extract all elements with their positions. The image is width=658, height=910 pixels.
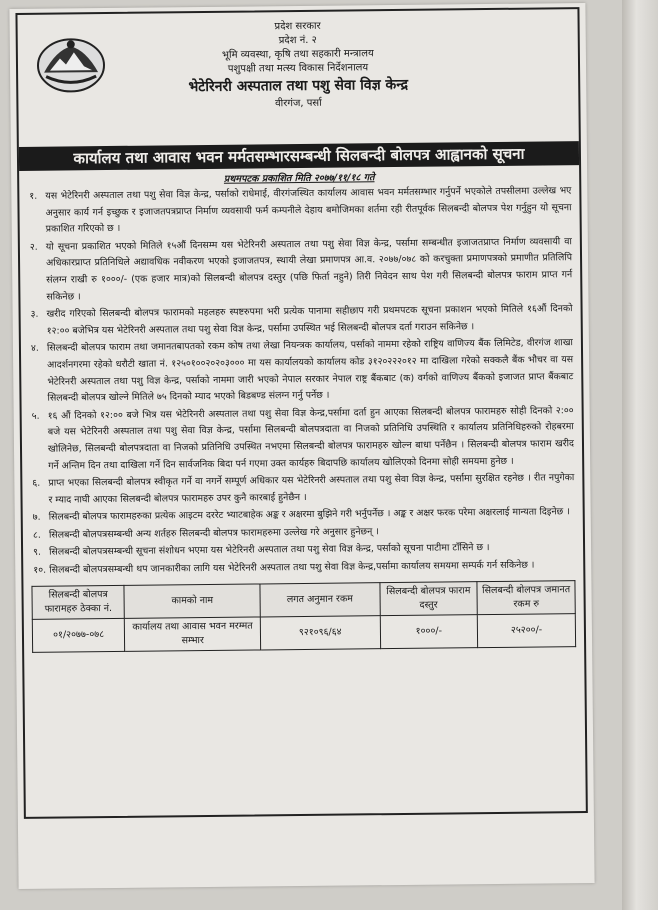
newspaper-notice bbox=[9, 3, 594, 889]
header-line-4: पशुपक्षी तथा मत्स्य विकास निर्देशनालय bbox=[227, 62, 369, 75]
clause-text: प्राप्त भएका सिलबन्दी बोलपत्र स्वीकृत गर्ने वा नगर्ने सम्पूर्ण अधिकार यस भेटेरिनरी अस्पताल तथा पशु सेवा विज्ञ केन्द्र, पर्सामा सुरक्षित रहनेछ । रीत नपुगेका र म्याद नाघी आएका सिलबन्दी बोलपत्र फारामहरु उपर कुनै कारबाई हुनेछैन । bbox=[48, 472, 575, 506]
clause-text: यस भेटेरिनरी अस्पताल तथा पशु सेवा विज्ञ केन्द्र, पर्साको राधेमाई, वीरगंजस्थित कार्यालय आवास भवन मर्मतसम्भार गर्नुपर्ने भएकोले तपसीलमा उल्लेख भए अनुसार कार्य गर्न इच्छुक र इजाजतपत्रप्राप्त निर्माण व्यवसायी फर्म कम्पनीले देहाय बमोजिमका शर्तमा रही रीतपूर्वक सिलबन्दी बोलपत्र पेश गर्नुहुन यो सूचना प्रकाशित गरिएको छ । bbox=[45, 185, 572, 235]
clause-number: ५. bbox=[31, 410, 40, 422]
notice-header bbox=[17, 9, 578, 145]
clause-item bbox=[31, 336, 574, 408]
col-header-contract-no: सिलबन्दी बोलपत्र फारामहरु ठेक्का नं. bbox=[32, 585, 125, 619]
clause-text: सिलबन्दी बोलपत्रसम्बन्धी थप जानकारीका लागि यस भेटेरिनरी अस्पताल तथा पशु सेवा विज्ञ केन्द्र,पर्सामा कार्यालय समयमा सम्पर्क गर्न सकिनेछ । bbox=[49, 559, 535, 576]
clause-number: ६. bbox=[32, 477, 41, 489]
cell-work-name: कार्यालय तथा आवास भवन मरम्मत सम्भार bbox=[125, 617, 261, 651]
clause-number: १. bbox=[29, 190, 38, 202]
notice-title: कार्यालय तथा आवास भवन मर्मतसम्भारसम्बन्धी सिलबन्दी बोलपत्र आह्वानको सूचना bbox=[19, 141, 579, 171]
publication-date: प्रथमपटक प्रकाशित मिति २०७७/११/१८ गते bbox=[223, 172, 375, 185]
clause-text: सिलबन्दी बोलपत्र फाराम तथा जमानतबापतको रकम कोष तथा लेखा नियन्त्रक कार्यालय, पर्साको नाममा रहेको राष्ट्रिय वाणिज्य बैंक लिमिटेड, वीरगंज शाखा आदर्शनगरमा रहेको धरौटी खाता नं. १२५०१००२०२०३००० मा यस कार्यालयको कार्यालय कोड ३१२०२२२०१२ मा दाखिला गरेको सक्कलै बैंक भौचर वा यस भेटेरिनरी अस्पताल तथा पशु विज्ञ केन्द्र, पर्साको नाममा जारी भएको नेपाल सरकार नेपाल राष्ट्र बैंकबाट (क) वर्गको वाणिज्य बैंकको इजाजत प्राप्त बैंकबाट सिलबन्दी बोलपत्र खोल्ने मितिले ७५ दिनको म्याद भएको बिडबण्ड संलग्न गर्नु पर्नेछ । bbox=[46, 337, 574, 404]
cell-cost-estimate: ९२१०९६/६४ bbox=[260, 615, 380, 649]
tender-table bbox=[31, 580, 576, 653]
cell-contract-no: ०१/२०७७-०७८ bbox=[32, 618, 125, 652]
office-name: भेटेरिनरी अस्पताल तथा पशु सेवा विज्ञ केन्द्र bbox=[188, 76, 409, 96]
col-header-cost-estimate: लगत अनुमान रकम bbox=[260, 582, 380, 616]
adjacent-page-edge bbox=[622, 0, 658, 910]
clause-number: १०. bbox=[33, 564, 47, 576]
government-emblem-icon bbox=[36, 36, 107, 95]
office-place: वीरगंज, पर्सा bbox=[275, 97, 322, 110]
clause-item bbox=[32, 403, 575, 475]
col-header-bid-security: सिलबन्दी बोलपत्र जमानत रकम रु bbox=[477, 580, 575, 614]
clause-item bbox=[30, 234, 573, 306]
clause-item bbox=[29, 183, 571, 238]
notice-frame bbox=[15, 7, 587, 819]
col-header-work-name: कामको नाम bbox=[124, 584, 260, 618]
clause-item bbox=[32, 470, 574, 509]
clause-number: ७. bbox=[32, 512, 41, 524]
table-row bbox=[32, 613, 575, 652]
clause-number: ९. bbox=[33, 547, 42, 559]
clause-number: ८. bbox=[32, 529, 41, 541]
clause-text: खरीद गरिएको सिलबन्दी बोलपत्र फारामको महलहरु स्पष्टरुपमा भरी प्रत्येक पानामा सहीछाप गरी प्रथमपटक सूचना प्रकाशन भएको मितिले १६औं दिनको १२:०० बजेभित्र यस भेटेरिनरी अस्पताल तथा पशु सेवा विज्ञ केन्द्र, पर्सामा उपस्थित भई सिलबन्दी बोलपत्र दर्ता गराउन सकिनेछ । bbox=[46, 303, 573, 337]
cell-form-fee: १०००/- bbox=[380, 614, 478, 648]
clause-number: ३. bbox=[30, 308, 39, 320]
clause-item bbox=[31, 301, 573, 340]
clause-text: सिलबन्दी बोलपत्र फारामहरुका प्रत्येक आइटम दररेट भ्याटबाहेक अङ्क र अक्षरमा बुझिने गरी भर्नुपर्नेछ । अङ्क र अक्षर फरक परेमा अक्षरलाई मान्यता दिइनेछ । bbox=[48, 506, 570, 523]
clause-text: १६ औं दिनको १२:०० बजे भित्र यस भेटेरिनरी अस्पताल तथा पशु सेवा विज्ञ केन्द्र,पर्सामा दर्ता हुन आएका सिलबन्दी बोलपत्र फारामहरु सोही दिनको २:०० बजे यस भेटेरिनरी अस्पताल तथा पशु सेवा विज्ञ केन्द्र, पर्सामा सिलबन्दी बोलपत्रदाता वा निजको प्रतिनिधि उपस्थिति र कार्यालय प्रतिनिधिहरुको रोहबरमा खोलिनेछ, सिलबन्दी बोलपत्रदाता वा निजको प्रतिनिधि उपस्थित नभएमा सिलबन्दी बोलपत्र फारामहरु खोल्न बाधा पर्नेछैन । सिलबन्दी बोलपत्र फाराम खरीद गर्ने अन्तिम दिन तथा दाखिला गर्ने दिन सार्वजनिक बिदा पर्न गएमा उक्त कार्यहरु बिदापछि कार्यालय खोलिएको दिनमा सोही समयमा हुनेछ । bbox=[47, 404, 575, 472]
clause-text: सिलबन्दी बोलपत्रसम्बन्धी सूचना संशोधन भएमा यस भेटेरिनरी अस्पताल तथा पशु सेवा विज्ञ केन्द्र, पर्साको सूचना पाटीमा टाँसिने छ । bbox=[49, 542, 490, 559]
header-line-1: प्रदेश सरकार bbox=[274, 20, 321, 33]
clause-number: २. bbox=[29, 241, 38, 253]
cell-bid-security: २५२००/- bbox=[478, 613, 576, 647]
clause-number: ४. bbox=[30, 343, 39, 355]
clause-list bbox=[19, 183, 583, 579]
clause-text: यो सूचना प्रकाशित भएको मितिले १५औं दिनसम्म यस भेटेरिनरी अस्पताल तथा पशु सेवा विज्ञ केन्द्र, पर्सामा सम्बन्धीत इजाजतप्राप्त निर्माण व्यवसायी वा अधिकारप्राप्त प्रतिनिधिले अद्यावधिक नवीकरण भएको इजाजतपत्र, स्थायी लेखा प्रमाणपत्र आ.व. २०७७/०७८ को करचुक्ता प्रमाणपत्रको प्रमाणीत प्रतिलिपि संलग्न राखी रु १०००/- (एक हजार मात्र)को सिलबन्दी बोलपत्र दस्तुर (पछि फिर्ता नहुने) तिरी निवेदन साथ पेश गरी सिलबन्दी बोलपत्र फाराम प्राप्त गर्न सकिनेछ । bbox=[45, 235, 573, 303]
col-header-form-fee: सिलबन्दी बोलपत्र फाराम दस्तुर bbox=[379, 581, 477, 615]
header-line-2: प्रदेश नं. २ bbox=[278, 34, 317, 47]
header-line-3: भूमि व्यवस्था, कृषि तथा सहकारी मन्त्रालय bbox=[221, 48, 374, 61]
clause-text: सिलबन्दी बोलपत्रसम्बन्धी अन्य शर्तहरु सिलबन्दी बोलपत्र फारामहरुमा उल्लेख गरे अनुसार हुनेछन् । bbox=[48, 526, 379, 541]
